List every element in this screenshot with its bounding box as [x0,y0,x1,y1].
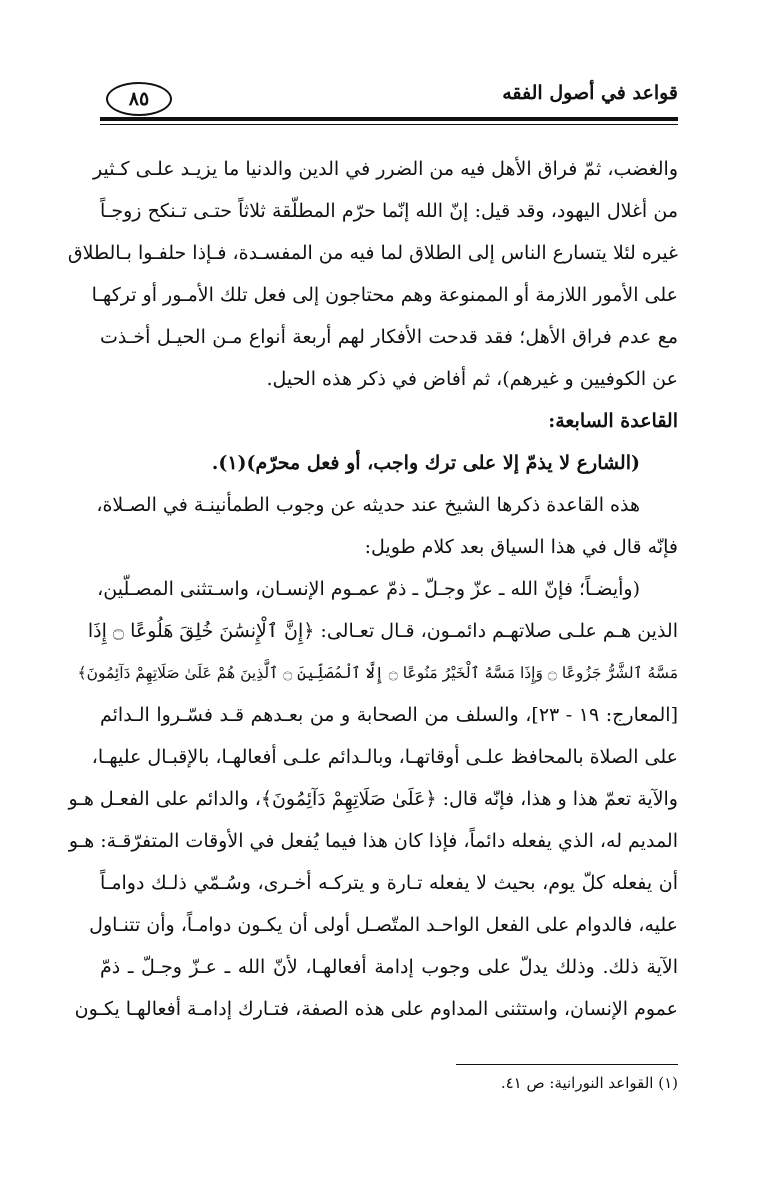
body-text [67,148,678,1030]
text-line: والآية تعمّ هذا و هذا، فإنّه قال: ﴿عَلَىٰ صَلَاتِهِمْ دَآئِمُونَ﴾، والدائم على الفعـل هـو [68,788,678,810]
header-rule-thick [100,117,678,121]
footnote-rule [456,1064,678,1065]
section-heading: القاعدة السابعة: [548,410,678,432]
text-line: على الصلاة بالمحافظ علـى أوقاتهـا، وبالـدائم علـى أفعالهـا، بالإقبـال عليهـا، [91,746,678,768]
text-line: هذه القاعدة ذكرها الشيخ عند حديثه عن وجوب الطمأنينـة في الصـلاة، [96,494,640,516]
text-line: أن يفعله كلّ يوم، بحيث لا يفعله تـارة و يتركـه أخـرى، وسُـمّي ذلـك دوامـاً [100,872,678,894]
header-rule-thin [100,124,678,125]
text-line: المديم له، الذي يفعله دائماً، فإذا كان هذا فيما يُفعل في الأوقات المتفرّقـة: هـو [68,830,678,852]
text-line: عموم الإنسان، واستثنى المداوم على هذه الصفة، فتـارك إدامـة أفعالهـا يكـون [74,998,678,1020]
text-line: غيره لئلا يتسارع الناس إلى الطلاق لما فيه من المفسـدة، فـإذا حلفـوا بـالطلاق [67,242,678,264]
text-line: (وأيضـاً؛ فإنّ الله ـ عزّ وجـلّ ـ ذمّ عمـوم الإنسـان، واسـتثنى المصـلّين، [97,578,640,600]
text-line: الذين هـم علـى صلاتهـم دائمـون، قـال تعـالى: ﴿إِنَّ ٱلْإِنسَٰنَ خُلِقَ هَلُوعًا ۝ إِذَا [87,620,678,642]
text-line: عن الكوفيين و غيرهم)، ثم أفاض في ذكر هذه الحيل. [266,368,678,390]
quran-verse-line: مَسَّهُ ٱلشَّرُّ جَزُوعًا ۝ وَإِذَا مَسَّهُ ٱلْخَيْرُ مَنُوعًا ۝ إِلَّا ٱلْمُصَلِّينَ ۝ ٱلَّذِينَ هُمْ عَلَىٰ صَلَاتِهِمْ دَآئِمُونَ﴾ [77,664,678,682]
text-line: فإنّه قال في هذا السياق بعد كلام طويل: [364,536,678,558]
text-line: [المعارج: ١٩ - ٢٣]، والسلف من الصحابة و من بعـدهم قـد فسّـروا الـدائم [100,704,678,726]
page-number-badge: ٨٥ [106,82,172,116]
rule-statement: (الشارع لا يذمّ إلا على ترك واجب، أو فعل محرّم)(١). [211,452,640,474]
text-line: الآية ذلك. وذلك يدلّ على وجوب إدامة أفعالهـا، لأنّ الله ـ عـزّ وجـلّ ـ ذمّ [100,956,678,978]
page-header [100,78,678,118]
running-title: قواعد في أصول الفقه [502,82,678,104]
text-line: من أغلال اليهود، وقد قيل: إنّ الله إنّما حرّم المطلّقة ثلاثاً حتـى تـنكح زوجـاً [100,200,678,222]
text-line: والغضب، ثمّ فراق الأهل فيه من الضرر في الدين والدنيا ما يزيـد علـى كـثير [93,158,678,180]
text-line: على الأمور اللازمة أو الممنوعة وهم محتاجون إلى فعل تلك الأمـور أو تركهـا [91,284,678,306]
text-line: مع عدم فراق الأهل؛ فقد قدحت الأفكار لهم أربعة أنواع مـن الحيـل أخـذت [100,326,678,348]
footnote: (١) القواعد النورانية: ص ٤١. [500,1074,678,1092]
text-line: عليه، فالدوام على الفعل الواحـد المتّصـل أولى أن يكـون دوامـاً، وأن تتنـاول [89,914,678,936]
